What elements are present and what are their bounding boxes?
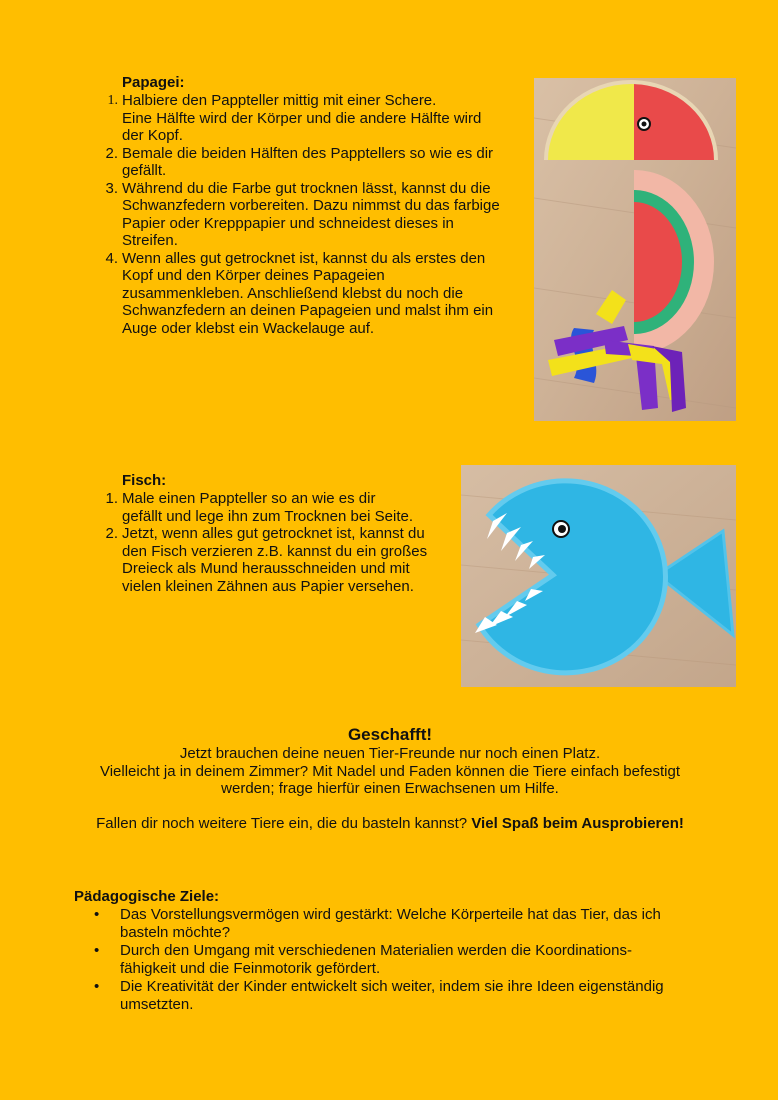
parrot-step-3: [98, 180, 518, 250]
step-line: Eine Hälfte wird der Körper und die andere Hälfte wird: [122, 109, 482, 127]
fish-step-2: [98, 525, 448, 595]
step-number: 1.: [107, 93, 118, 108]
goal-line: Durch den Umgang mit verschiedenen Materialien werden die Koordinations-: [120, 942, 632, 959]
fish-photo: [461, 465, 736, 687]
goals-heading: Pädagogische Ziele:: [74, 888, 220, 905]
goal-line: fähigkeit und die Feinmotorik gefördert.: [120, 959, 381, 977]
done-section: [40, 725, 740, 832]
step-line: Wenn alles gut getrocknet ist, kannst du als erstes den: [122, 249, 486, 267]
step-line: Während du die Farbe gut trocknen lässt, kannst du die: [122, 179, 491, 197]
step-line: der Kopf.: [122, 127, 183, 144]
step-line: Auge oder klebst ein Wackelauge auf.: [122, 319, 375, 337]
fish-craft-image: [461, 465, 736, 687]
bullet-icon: •: [94, 978, 100, 995]
parrot-craft-image: [534, 78, 736, 421]
goal-item: [74, 906, 714, 941]
step-number: 2.: [105, 144, 118, 162]
done-heading: Geschafft!: [347, 725, 433, 744]
step-line: Streifen.: [122, 232, 178, 249]
fish-step-1: [98, 490, 448, 525]
goal-line: basteln möchte?: [120, 923, 231, 941]
step-line: Papier oder Krepppapier und schneidest dieses in: [122, 214, 454, 232]
done-question: [40, 815, 740, 833]
step-number: 4.: [105, 249, 118, 267]
fish-heading: Fisch:: [122, 472, 167, 489]
step-line: gefällt und lege ihn zum Trocknen bei Seite.: [122, 507, 414, 525]
step-line: gefällt.: [122, 162, 167, 179]
goals-section: [74, 888, 714, 1014]
step-line: zusammenkleben. Anschließend klebst du noch die: [122, 284, 464, 302]
fish-section: [98, 472, 448, 595]
bullet-icon: •: [94, 906, 100, 923]
step-line: Bemale die beiden Hälften des Papptellers so wie es dir: [122, 144, 494, 162]
goal-line: umsetzten.: [120, 995, 194, 1013]
parrot-step-2: [98, 145, 518, 180]
question-bold: Viel Spaß beim Ausprobieren!: [471, 814, 684, 832]
parrot-step-1: [98, 92, 518, 145]
done-line: Jetzt brauchen deine neuen Tier-Freunde nur noch einen Platz.: [179, 745, 601, 762]
parrot-photo: [534, 78, 736, 421]
step-number: 2.: [105, 525, 118, 542]
step-line: Schwanzfedern an deinen Papageien und malst ihm ein: [122, 302, 494, 319]
fish-steps: [98, 490, 448, 595]
goals-list: [74, 906, 714, 1013]
bullet-icon: •: [94, 942, 100, 959]
parrot-steps: [98, 92, 518, 337]
step-line: vielen kleinen Zähnen aus Papier versehen.: [122, 577, 414, 595]
goal-item: [74, 942, 714, 977]
step-number: 1.: [105, 490, 118, 507]
step-line: Jetzt, wenn alles gut getrocknet ist, kannst du: [122, 525, 425, 542]
parrot-section: [98, 74, 518, 337]
step-line: den Fisch verzieren z.B. kannst du ein großes: [122, 542, 428, 560]
goal-line: Die Kreativität der Kinder entwickelt sich weiter, indem sie ihre Ideen eigenständig: [120, 978, 664, 995]
step-line: Schwanzfedern vorbereiten. Dazu nimmst du das farbige: [122, 197, 500, 214]
step-line: Kopf und den Körper deines Papageien: [122, 267, 385, 284]
step-line: Halbiere den Pappteller mittig mit einer Schere.: [122, 92, 437, 109]
done-line: werden; frage hierfür einen Erwachsenen um Hilfe.: [221, 780, 559, 797]
question-text: Fallen dir noch weitere Tiere ein, die du basteln kannst?: [96, 814, 472, 832]
parrot-step-4: [98, 250, 518, 338]
step-line: Dreieck als Mund herausschneiden und mit: [122, 560, 410, 577]
goal-item: [74, 978, 714, 1013]
done-line: Vielleicht ja in deinem Zimmer? Mit Nadel und Faden können die Tiere einfach befestigt: [99, 762, 681, 780]
step-number: 3.: [105, 179, 118, 197]
parrot-heading: Papagei:: [122, 74, 185, 91]
goal-line: Das Vorstellungsvermögen wird gestärkt: Welche Körperteile hat das Tier, das ich: [120, 906, 661, 923]
step-line: Male einen Pappteller so an wie es dir: [122, 490, 376, 507]
